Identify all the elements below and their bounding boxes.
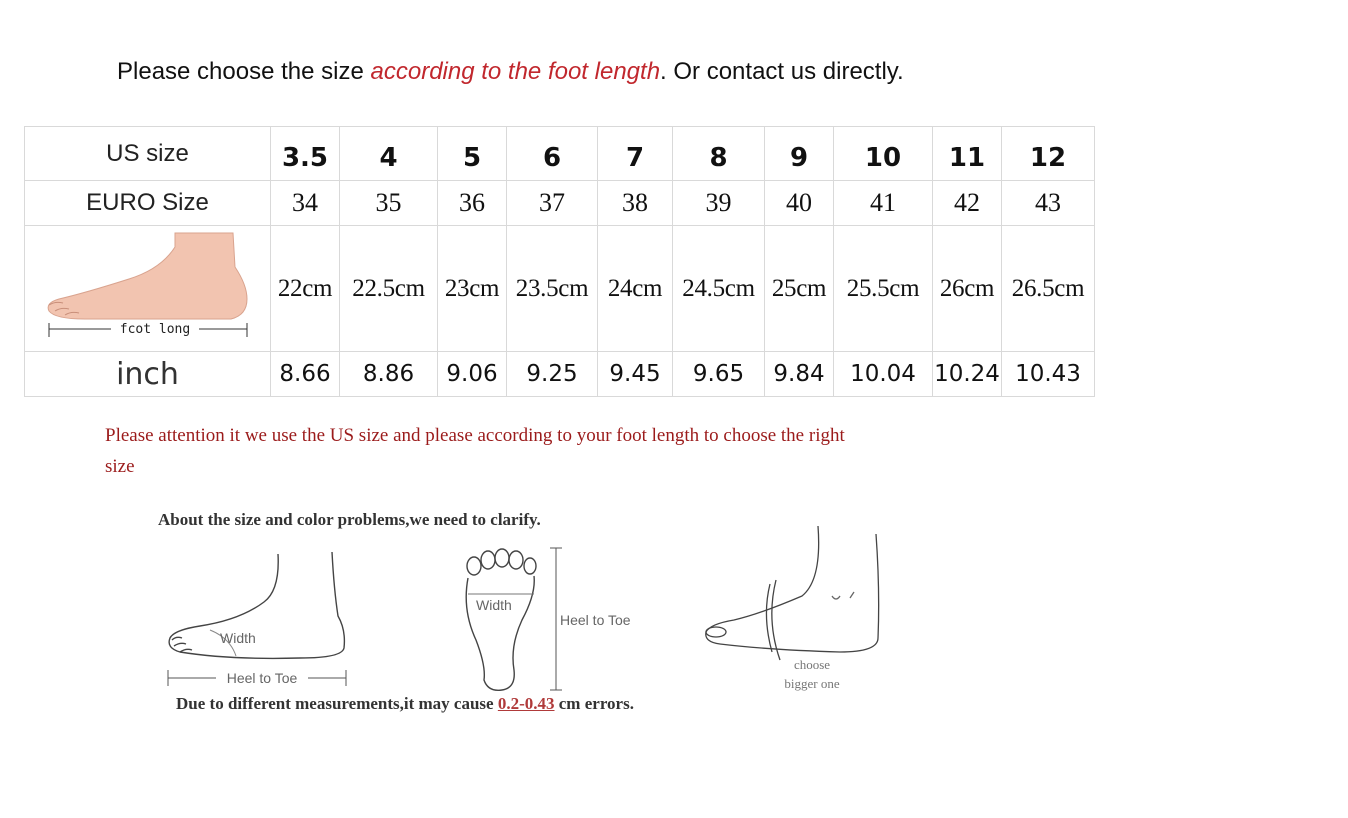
us-size-cell: 6 [507, 127, 598, 181]
us-size-cell: 12 [1002, 127, 1095, 181]
foot-length-cell: 22.5cm [340, 226, 438, 352]
us-size-cell: 7 [598, 127, 673, 181]
us-size-row [25, 127, 1095, 181]
inch-cell: 8.66 [271, 352, 340, 397]
side-width-label: Width [220, 630, 256, 646]
measurement-error-note [176, 694, 634, 714]
foot-length-cell: 26cm [933, 226, 1002, 352]
attention-line-1: Please attention it we use the US size and please according to your foot length to choose the right [105, 425, 845, 446]
inch-cell: 8.86 [340, 352, 438, 397]
attention-line-2: size [105, 456, 135, 477]
inch-cell: 10.04 [834, 352, 933, 397]
clarify-title: About the size and color problems,we need to clarify. [158, 510, 541, 529]
euro-size-cell: 38 [598, 181, 673, 226]
headline-part-3: . Or contact us directly. [660, 58, 904, 85]
size-chart-table [24, 126, 1095, 397]
us-size-cell: 5 [438, 127, 507, 181]
us-size-cell: 4 [340, 127, 438, 181]
us-size-cell: 9 [765, 127, 834, 181]
foot-illustration [25, 227, 269, 350]
us-size-cell: 10 [834, 127, 933, 181]
sole-heel-toe-label: Heel to Toe [560, 612, 631, 628]
measurement-diagrams [150, 520, 910, 700]
side-heel-toe-label: Heel to Toe [226, 670, 298, 686]
shoe-fit-foot [706, 526, 879, 660]
inch-cell: 9.25 [507, 352, 598, 397]
foot-length-cell: 22cm [271, 226, 340, 352]
foot-length-cell: 25.5cm [834, 226, 933, 352]
euro-size-cell: 41 [834, 181, 933, 226]
inch-cell: 9.84 [765, 352, 834, 397]
foot-illustration-cell [25, 226, 271, 352]
headline-emphasis: according to the foot length [370, 58, 661, 85]
headline [117, 58, 904, 86]
euro-size-cell: 43 [1002, 181, 1095, 226]
errors-prefix: Due to different measurements,it may cause [176, 694, 498, 713]
euro-size-cell: 42 [933, 181, 1002, 226]
sole-width-label: Width [476, 597, 512, 613]
bigger-one-label: bigger one [784, 676, 840, 691]
errors-value: 0.2-0.43 [497, 694, 555, 713]
foot-length-cell: 23cm [438, 226, 507, 352]
euro-size-cell: 35 [340, 181, 438, 226]
euro-size-cell: 39 [673, 181, 765, 226]
euro-size-cell: 37 [507, 181, 598, 226]
inch-cell: 9.06 [438, 352, 507, 397]
euro-size-cell: 36 [438, 181, 507, 226]
inch-cell: 10.24 [933, 352, 1002, 397]
inch-row [25, 352, 1095, 397]
us-size-cell: 3.5 [271, 127, 340, 181]
inch-cell: 10.43 [1002, 352, 1095, 397]
inch-cell: 9.65 [673, 352, 765, 397]
foot-length-cell: 24.5cm [673, 226, 765, 352]
sole-view-foot [466, 548, 562, 690]
foot-length-cell: 24cm [598, 226, 673, 352]
euro-size-cell: 40 [765, 181, 834, 226]
foot-shape [48, 233, 247, 319]
us-size-cell: 11 [933, 127, 1002, 181]
choose-label: choose [793, 657, 831, 672]
inch-cell: 9.45 [598, 352, 673, 397]
foot-length-cell: 26.5cm [1002, 226, 1095, 352]
foot-length-cell: 25cm [765, 226, 834, 352]
errors-suffix: cm errors. [554, 694, 634, 713]
attention-note [105, 420, 955, 482]
us-size-cell: 8 [673, 127, 765, 181]
euro-size-row [25, 181, 1095, 226]
euro-size-cell: 34 [271, 181, 340, 226]
us-size-label: US size [25, 127, 271, 181]
euro-size-label: EURO Size [25, 181, 271, 226]
foot-length-cell: 23.5cm [507, 226, 598, 352]
inch-label: inch [25, 352, 271, 397]
foot-length-row [25, 226, 1095, 352]
foot-caption: fcot long [119, 322, 191, 337]
headline-part-1: Please choose the size [117, 58, 371, 85]
side-view-foot [168, 552, 346, 686]
